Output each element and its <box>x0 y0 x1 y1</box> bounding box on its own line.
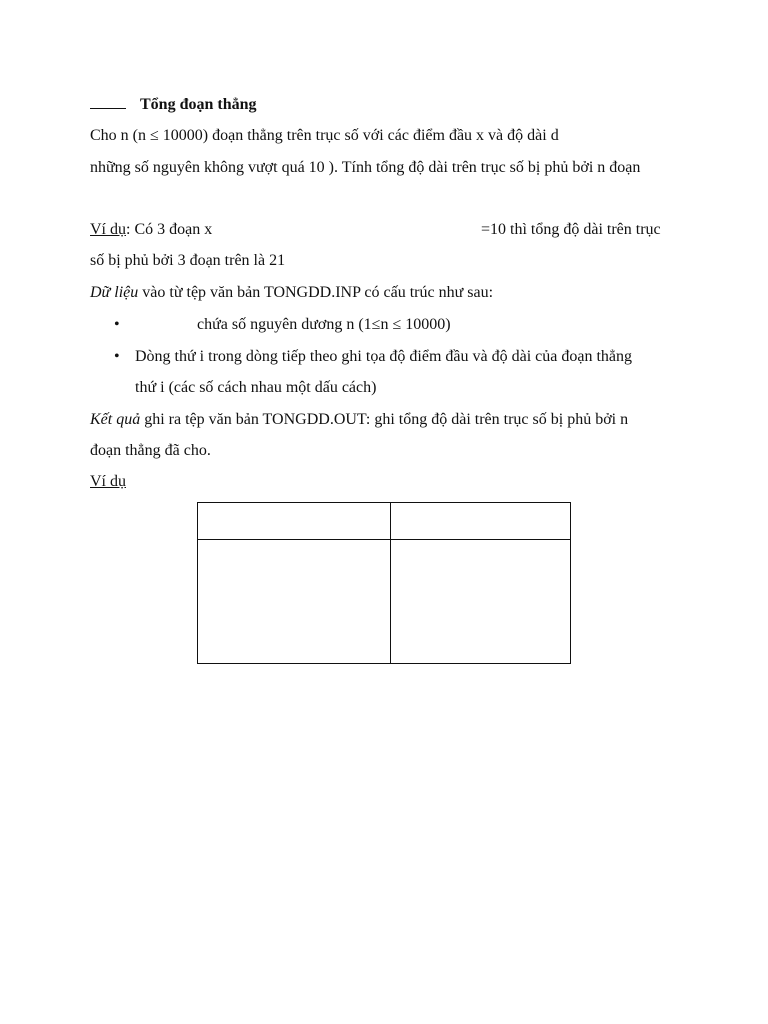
bullet-2-line-2: thứ i (các số cách nhau một dấu cách) <box>135 379 377 396</box>
output-text: ghi ra tệp văn bản TONGDD.OUT: ghi tổng độ dài trên trục số bị phủ bởi n <box>140 411 629 428</box>
table-header-row <box>198 503 571 540</box>
statement-line-2: những số nguyên không vượt quá 10 ). Tính tổng độ dài trên trục số bị phủ bởi n đoạn <box>90 159 641 176</box>
bullet-1-text: chứa số nguyên dương n (1≤n ≤ 10000) <box>197 316 451 333</box>
problem-title: Tổng đoạn thẳng <box>140 96 257 113</box>
table-cell-input-header <box>198 503 391 540</box>
example-line-2: số bị phủ bởi 3 đoạn trên là 21 <box>90 252 286 269</box>
example-2-label-text: Ví dụ <box>90 473 126 490</box>
bullet-2-marker: • <box>114 348 120 365</box>
table-body-row <box>198 540 571 664</box>
output-description <box>90 410 628 430</box>
example-label: Ví dụ <box>90 221 126 238</box>
example-text-b: =10 thì tổng độ dài trên trục <box>481 221 661 238</box>
output-line-2: đoạn thẳng đã cho. <box>90 442 211 459</box>
bullet-1-marker: • <box>114 316 120 333</box>
number-blank <box>90 94 126 109</box>
input-label: Dữ liệu <box>90 284 139 301</box>
output-label: Kết quả <box>90 411 141 428</box>
statement-line-1: Cho n (n ≤ 10000) đoạn thẳng trên trục số với các điểm đầu x và độ dài d <box>90 127 559 144</box>
table-cell-output-body <box>391 540 571 664</box>
problem-heading <box>90 94 257 115</box>
table-cell-input-body <box>198 540 391 664</box>
example-2-label <box>90 472 126 492</box>
bullet-2-line-1: Dòng thứ i trong dòng tiếp theo ghi tọa độ điểm đầu và độ dài của đoạn thẳng <box>135 348 633 365</box>
table-cell-output-header <box>391 503 571 540</box>
example-io-table <box>197 502 571 664</box>
example-line-1 <box>90 220 212 240</box>
input-description <box>90 283 493 303</box>
input-text: vào từ tệp văn bản TONGDD.INP có cấu trúc như sau: <box>138 284 494 301</box>
example-text-a: : Có 3 đoạn x <box>126 221 213 238</box>
